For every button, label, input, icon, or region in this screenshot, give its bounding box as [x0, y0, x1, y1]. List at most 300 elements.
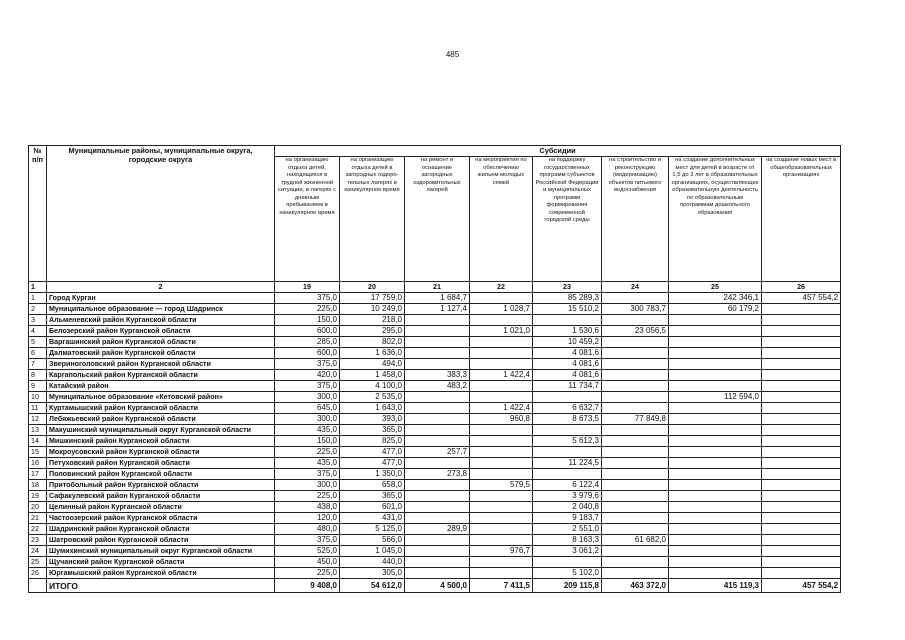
total-value: 209 115,8: [533, 579, 602, 593]
subsidy-value: 112 594,0: [669, 392, 762, 403]
subsidy-value: 8 673,5: [533, 414, 602, 425]
table-row: [29, 326, 841, 337]
header-municipality: Муниципальные районы, муниципальные округа, городские округа: [47, 146, 275, 282]
subsidy-value: [470, 535, 533, 546]
subsidy-value: [405, 425, 470, 436]
subsidy-value: [405, 315, 470, 326]
subsidy-value: [762, 469, 841, 480]
subsidy-value: 289,9: [405, 524, 470, 535]
subsidy-value: 17 759,0: [340, 293, 405, 304]
column-number: 22: [470, 282, 533, 293]
subsidy-value: [533, 447, 602, 458]
subsidy-value: 1 458,0: [340, 370, 405, 381]
subsidy-value: [533, 557, 602, 568]
subsidy-value: [762, 381, 841, 392]
row-number: 23: [29, 535, 47, 546]
municipality-name: Макушинский муниципальный округ Курганской области: [47, 425, 275, 436]
subsidy-value: [602, 546, 669, 557]
subsidy-value: 3 061,2: [533, 546, 602, 557]
row-number: 2: [29, 304, 47, 315]
subsidy-value: [470, 557, 533, 568]
municipality-name: Далматовский район Курганской области: [47, 348, 275, 359]
column-number: 26: [762, 282, 841, 293]
row-number: 9: [29, 381, 47, 392]
subsidy-value: 601,0: [340, 502, 405, 513]
subsidy-value: 120,0: [275, 513, 340, 524]
subsidy-value: [762, 326, 841, 337]
header-subsidy-col: на организацию отдыха детей в загородных оздоро-тельных лагерях в каникулярное время: [340, 157, 405, 282]
subsidy-value: 15 510,2: [533, 304, 602, 315]
table-body: [29, 293, 841, 579]
subsidy-value: 1 684,7: [405, 293, 470, 304]
subsidy-value: 525,0: [275, 546, 340, 557]
municipality-name: Мокроусовский район Курганской области: [47, 447, 275, 458]
municipality-name: Лебяжьевский район Курганской области: [47, 414, 275, 425]
subsidy-value: [762, 414, 841, 425]
municipality-name: Петуховский район Курганской области: [47, 458, 275, 469]
table-row: [29, 337, 841, 348]
header-subsidy-col: на поддержку государственных программ субъектов Российской Федерации и муниципальных программ формирования современной городской среды: [533, 157, 602, 282]
subsidy-value: 600,0: [275, 348, 340, 359]
table-row: [29, 458, 841, 469]
subsidy-value: 8 163,3: [533, 535, 602, 546]
subsidy-value: [533, 469, 602, 480]
subsidy-value: [470, 502, 533, 513]
subsidy-value: 295,0: [340, 326, 405, 337]
subsidy-value: [470, 458, 533, 469]
table-row: [29, 546, 841, 557]
subsidy-value: 1 643,0: [340, 403, 405, 414]
subsidy-value: 375,0: [275, 469, 340, 480]
subsidy-value: [762, 480, 841, 491]
subsidy-value: [405, 458, 470, 469]
table-row: [29, 370, 841, 381]
row-number: 1: [29, 293, 47, 304]
subsidy-value: [405, 502, 470, 513]
subsidy-value: [762, 403, 841, 414]
subsidy-value: [602, 447, 669, 458]
subsidy-value: [762, 568, 841, 579]
table-row: [29, 524, 841, 535]
column-number-row: [29, 282, 841, 293]
municipality-name: Шатровский район Курганской области: [47, 535, 275, 546]
subsidy-value: 5 612,3: [533, 436, 602, 447]
subsidy-value: [602, 513, 669, 524]
subsidy-value: [405, 568, 470, 579]
subsidy-value: 5 125,0: [340, 524, 405, 535]
row-number: 24: [29, 546, 47, 557]
table-row: [29, 403, 841, 414]
column-number: 1: [29, 282, 47, 293]
municipality-name: Муниципальное образование «Кетовский район»: [47, 392, 275, 403]
subsidy-value: [470, 359, 533, 370]
subsidy-value: 3 979,6: [533, 491, 602, 502]
subsidy-value: 9 183,7: [533, 513, 602, 524]
subsidy-value: 4 100,0: [340, 381, 405, 392]
subsidy-value: 431,0: [340, 513, 405, 524]
subsidy-value: [669, 480, 762, 491]
subsidy-value: [762, 370, 841, 381]
header-subsidy-col: на ремонт и оснащение загородных оздоровительных лагерей: [405, 157, 470, 282]
table-row: [29, 513, 841, 524]
table-row: [29, 425, 841, 436]
table-row: [29, 568, 841, 579]
subsidy-value: [762, 337, 841, 348]
subsidy-value: [602, 436, 669, 447]
header-subsidy-col: на создание дополнительных мест для детей в возрасте от 1,5 до 3 лет в образовательных организациях, осуществляющих образовательную деятельность по образовательным программам дошкольного образования: [669, 157, 762, 282]
subsidy-value: 225,0: [275, 304, 340, 315]
subsidy-value: [602, 491, 669, 502]
subsidy-value: 1 127,4: [405, 304, 470, 315]
subsidy-value: 480,0: [275, 524, 340, 535]
subsidy-value: 85 289,3: [533, 293, 602, 304]
subsidy-value: 440,0: [340, 557, 405, 568]
subsidy-value: 645,0: [275, 403, 340, 414]
subsidy-value: [669, 535, 762, 546]
subsidy-value: [602, 458, 669, 469]
header-subsidy-col: на создание новых мест в общеобразовательных организациях: [762, 157, 841, 282]
subsidy-value: [405, 392, 470, 403]
row-number: 5: [29, 337, 47, 348]
total-value: 463 372,0: [602, 579, 669, 593]
table-row: [29, 392, 841, 403]
table-row: [29, 381, 841, 392]
subsidy-value: [762, 524, 841, 535]
subsidy-value: 4 081,6: [533, 348, 602, 359]
subsidy-value: [405, 491, 470, 502]
municipality-name: Муниципальное образование — город Шадринск: [47, 304, 275, 315]
subsidy-value: [602, 337, 669, 348]
subsidy-value: [470, 524, 533, 535]
row-number: 25: [29, 557, 47, 568]
total-value: 54 612,0: [340, 579, 405, 593]
subsidy-value: [405, 535, 470, 546]
subsidy-value: 960,8: [470, 414, 533, 425]
subsidy-value: 285,0: [275, 337, 340, 348]
row-number: 19: [29, 491, 47, 502]
column-number: 24: [602, 282, 669, 293]
municipality-name: Катайский район: [47, 381, 275, 392]
subsidy-value: [669, 326, 762, 337]
subsidy-value: 375,0: [275, 381, 340, 392]
subsidy-value: 365,0: [340, 491, 405, 502]
subsidy-value: [762, 557, 841, 568]
total-empty-cell: [29, 579, 47, 593]
subsidy-value: [405, 348, 470, 359]
subsidy-value: 2 551,0: [533, 524, 602, 535]
subsidy-value: [762, 458, 841, 469]
subsidy-value: [669, 546, 762, 557]
subsidy-value: [470, 568, 533, 579]
column-number: 23: [533, 282, 602, 293]
subsidy-value: [470, 469, 533, 480]
municipality-name: Юргамышский район Курганской области: [47, 568, 275, 579]
table-row: [29, 535, 841, 546]
subsidy-value: 225,0: [275, 447, 340, 458]
row-number: 18: [29, 480, 47, 491]
subsidy-value: 300,0: [275, 480, 340, 491]
subsidy-value: 383,3: [405, 370, 470, 381]
subsidy-value: [602, 469, 669, 480]
subsidy-value: [762, 359, 841, 370]
header-subsidy-col: на мероприятия по обеспечению жильем молодых семей: [470, 157, 533, 282]
table-row: [29, 359, 841, 370]
subsidy-value: 6 122,4: [533, 480, 602, 491]
row-number: 17: [29, 469, 47, 480]
subsidy-value: [602, 370, 669, 381]
subsidy-value: 150,0: [275, 315, 340, 326]
subsidy-value: [669, 414, 762, 425]
total-row: [29, 579, 841, 593]
table-row: [29, 348, 841, 359]
row-number: 15: [29, 447, 47, 458]
subsidy-value: 4 081,6: [533, 370, 602, 381]
subsidy-value: 23 056,5: [602, 326, 669, 337]
subsidy-value: [669, 491, 762, 502]
subsidy-value: [602, 381, 669, 392]
subsidy-value: [602, 392, 669, 403]
subsidy-value: [533, 315, 602, 326]
subsidy-value: [470, 315, 533, 326]
subsidy-value: [762, 436, 841, 447]
subsidy-value: [602, 568, 669, 579]
subsidy-value: 658,0: [340, 480, 405, 491]
subsidy-value: [762, 315, 841, 326]
total-value: 7 411,5: [470, 579, 533, 593]
row-number: 21: [29, 513, 47, 524]
subsidy-value: 1 350,0: [340, 469, 405, 480]
total-value: 9 408,0: [275, 579, 340, 593]
row-number: 20: [29, 502, 47, 513]
subsidy-value: 5 102,0: [533, 568, 602, 579]
subsidy-value: [470, 337, 533, 348]
subsidy-value: 300,0: [275, 392, 340, 403]
subsidy-value: [602, 403, 669, 414]
row-number: 4: [29, 326, 47, 337]
subsidy-value: 77 849,8: [602, 414, 669, 425]
municipality-name: Варгашинский район Курганской области: [47, 337, 275, 348]
subsidy-value: [669, 425, 762, 436]
subsidy-value: [762, 513, 841, 524]
subsidy-value: [669, 381, 762, 392]
subsidy-value: [405, 480, 470, 491]
municipality-name: Частоозерский район Курганской области: [47, 513, 275, 524]
table-row: [29, 447, 841, 458]
subsidy-value: 802,0: [340, 337, 405, 348]
subsidy-value: [669, 315, 762, 326]
subsidy-value: [405, 546, 470, 557]
subsidy-value: [405, 557, 470, 568]
subsidy-value: [762, 535, 841, 546]
subsidy-value: 300 783,7: [602, 304, 669, 315]
municipality-name: Шумихинский муниципальный округ Курганской области: [47, 546, 275, 557]
subsidy-value: [762, 447, 841, 458]
column-number: 21: [405, 282, 470, 293]
subsidy-value: [669, 568, 762, 579]
subsidy-value: 375,0: [275, 359, 340, 370]
subsidy-value: [669, 469, 762, 480]
subsidy-value: 1 422,4: [470, 370, 533, 381]
table-row: [29, 315, 841, 326]
subsidy-value: 1 636,0: [340, 348, 405, 359]
header-subsidy-col: на строительство и реконструкцию (модернизацию) объектов питьевого водоснабжения: [602, 157, 669, 282]
subsidy-value: [669, 370, 762, 381]
subsidy-value: [762, 546, 841, 557]
subsidy-value: [602, 348, 669, 359]
subsidy-value: 273,8: [405, 469, 470, 480]
table-row: [29, 480, 841, 491]
subsidy-value: [762, 425, 841, 436]
subsidy-value: [470, 513, 533, 524]
subsidy-value: 1 422,4: [470, 403, 533, 414]
subsidy-value: [762, 491, 841, 502]
subsidy-value: [762, 348, 841, 359]
subsidy-value: [470, 425, 533, 436]
row-number: 6: [29, 348, 47, 359]
municipality-name: Альменевский район Курганской области: [47, 315, 275, 326]
subsidy-value: 420,0: [275, 370, 340, 381]
subsidy-value: 150,0: [275, 436, 340, 447]
subsidy-value: [762, 304, 841, 315]
subsidy-value: 257,7: [405, 447, 470, 458]
municipality-name: Сафакулевский район Курганской области: [47, 491, 275, 502]
subsidy-value: 393,0: [340, 414, 405, 425]
subsidy-value: [405, 403, 470, 414]
subsidy-value: 457 554,2: [762, 293, 841, 304]
subsidy-value: 1 028,7: [470, 304, 533, 315]
row-number: 11: [29, 403, 47, 414]
subsidy-value: [470, 293, 533, 304]
subsidy-value: [669, 337, 762, 348]
row-number: 10: [29, 392, 47, 403]
subsidy-value: [470, 348, 533, 359]
subsidy-value: [669, 557, 762, 568]
row-number: 3: [29, 315, 47, 326]
subsidy-value: [470, 447, 533, 458]
subsidy-value: [669, 513, 762, 524]
municipality-name: Притобольный район Курганской области: [47, 480, 275, 491]
column-number: 25: [669, 282, 762, 293]
municipality-name: Мишкинский район Курганской области: [47, 436, 275, 447]
subsidy-value: 2 040,8: [533, 502, 602, 513]
subsidy-value: [470, 392, 533, 403]
subsidy-value: 6 632,7: [533, 403, 602, 414]
subsidy-value: [602, 425, 669, 436]
subsidy-value: 60 179,2: [669, 304, 762, 315]
municipality-name: Половинский район Курганской области: [47, 469, 275, 480]
subsidy-value: 300,0: [275, 414, 340, 425]
table-row: [29, 436, 841, 447]
table-row: [29, 491, 841, 502]
subsidy-value: [669, 359, 762, 370]
header-subsidies: Субсидии: [275, 146, 841, 157]
subsidy-value: [669, 403, 762, 414]
column-number: 20: [340, 282, 405, 293]
subsidy-value: 1 045,0: [340, 546, 405, 557]
subsidy-value: 4 081,6: [533, 359, 602, 370]
subsidy-value: 1 530,6: [533, 326, 602, 337]
total-value: 4 500,0: [405, 579, 470, 593]
subsidy-value: [762, 392, 841, 403]
subsidy-value: [602, 293, 669, 304]
page-number: 485: [445, 50, 460, 59]
row-number: 7: [29, 359, 47, 370]
subsidy-value: 483,2: [405, 381, 470, 392]
subsidy-value: [669, 524, 762, 535]
municipality-name: Город Курган: [47, 293, 275, 304]
subsidy-value: [405, 337, 470, 348]
subsidy-value: [533, 425, 602, 436]
municipality-name: Щучанский район Курганской области: [47, 557, 275, 568]
subsidy-value: [602, 359, 669, 370]
row-number: 8: [29, 370, 47, 381]
header-number: № п/п: [29, 146, 47, 282]
subsidy-value: [470, 436, 533, 447]
subsidy-value: [405, 513, 470, 524]
subsidy-value: [602, 524, 669, 535]
subsidy-value: 1 021,0: [470, 326, 533, 337]
row-number: 22: [29, 524, 47, 535]
total-label: ИТОГО: [47, 579, 275, 593]
municipality-name: Белозерский район Курганской области: [47, 326, 275, 337]
subsidy-value: 11 734,7: [533, 381, 602, 392]
subsidy-value: [762, 502, 841, 513]
subsidy-value: 579,5: [470, 480, 533, 491]
subsidy-value: 242 346,1: [669, 293, 762, 304]
subsidy-value: 10 249,0: [340, 304, 405, 315]
subsidy-table: [28, 145, 841, 593]
subsidy-value: 218,0: [340, 315, 405, 326]
row-number: 12: [29, 414, 47, 425]
subsidy-value: [669, 436, 762, 447]
row-number: 14: [29, 436, 47, 447]
subsidy-value: [602, 502, 669, 513]
subsidy-value: 225,0: [275, 491, 340, 502]
column-number: 2: [47, 282, 275, 293]
subsidy-value: [405, 359, 470, 370]
subsidy-value: 305,0: [340, 568, 405, 579]
row-number: 16: [29, 458, 47, 469]
subsidy-value: [405, 326, 470, 337]
municipality-name: Шадринский район Курганской области: [47, 524, 275, 535]
municipality-name: Целинный район Курганской области: [47, 502, 275, 513]
row-number: 13: [29, 425, 47, 436]
subsidy-value: 2 535,0: [340, 392, 405, 403]
table-row: [29, 557, 841, 568]
municipality-name: Куртамышский район Курганской области: [47, 403, 275, 414]
subsidy-value: [602, 557, 669, 568]
subsidy-value: [669, 348, 762, 359]
subsidy-value: 494,0: [340, 359, 405, 370]
subsidy-value: 365,0: [340, 425, 405, 436]
table-row: [29, 293, 841, 304]
total-value: 457 554,2: [762, 579, 841, 593]
subsidy-value: [669, 502, 762, 513]
subsidy-value: 11 224,5: [533, 458, 602, 469]
subsidy-value: 825,0: [340, 436, 405, 447]
subsidy-value: 10 459,2: [533, 337, 602, 348]
total-value: 415 119,3: [669, 579, 762, 593]
subsidy-value: 435,0: [275, 425, 340, 436]
table-row: [29, 414, 841, 425]
subsidy-value: [602, 315, 669, 326]
subsidy-value: [669, 447, 762, 458]
row-number: 26: [29, 568, 47, 579]
subsidy-value: 976,7: [470, 546, 533, 557]
subsidy-value: [533, 392, 602, 403]
header-subsidy-col: на организацию отдыха детей, находящихся в трудной жизненной ситуации, в лагерях с дневным пребыванием в каникулярное время: [275, 157, 340, 282]
municipality-name: Звериноголовский район Курганской области: [47, 359, 275, 370]
